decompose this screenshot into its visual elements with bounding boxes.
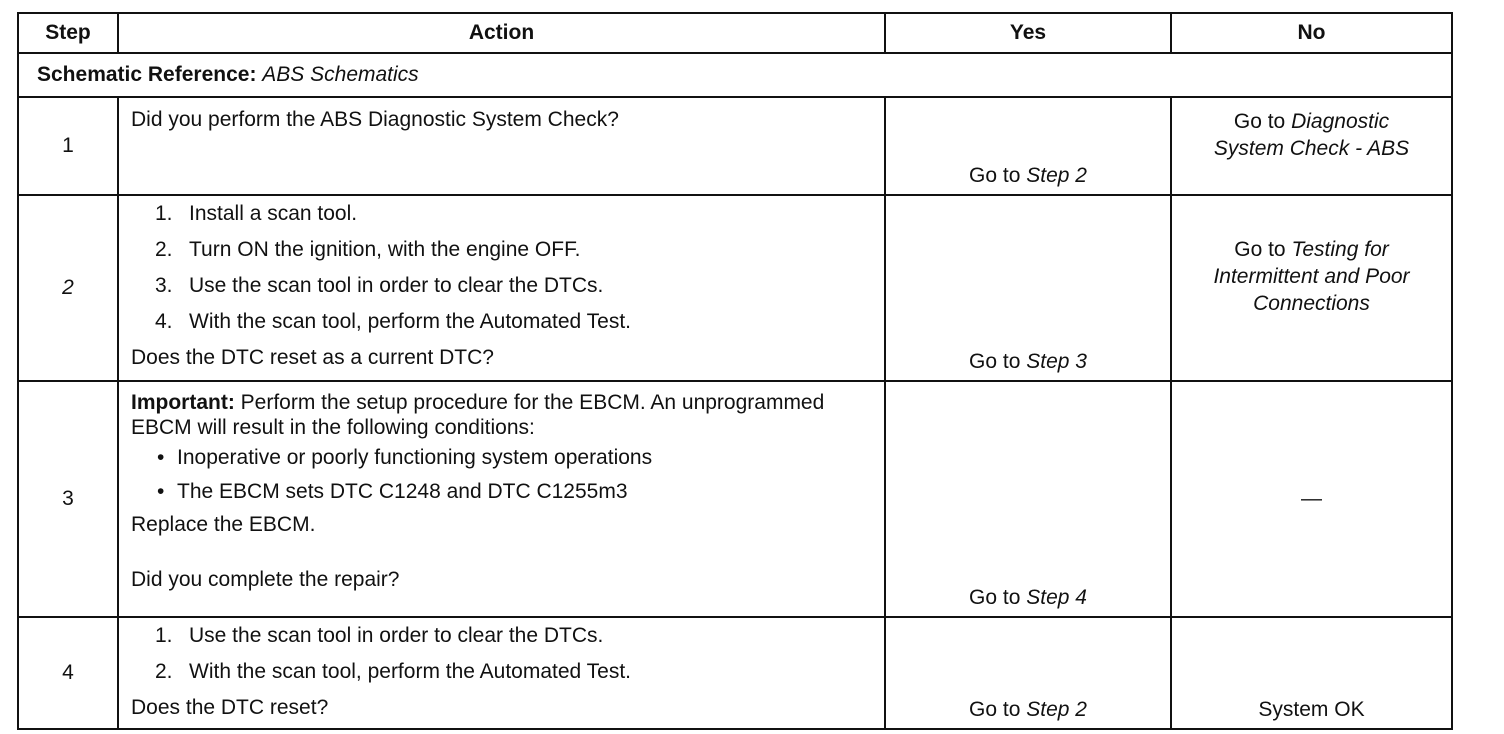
action-instruction: Replace the EBCM. <box>131 513 316 536</box>
yes-step-link[interactable]: Step 2 <box>1026 164 1087 187</box>
action-cell <box>118 381 885 617</box>
list-item: 1. Install a scan tool. <box>155 202 358 225</box>
header-action: Action <box>118 13 885 53</box>
no-cell: — <box>1171 381 1452 617</box>
schematic-row <box>18 53 1452 97</box>
step-number: 3 <box>18 381 118 617</box>
schematic-label: Schematic Reference: <box>37 63 257 86</box>
no-prefix: Go to <box>1233 110 1286 133</box>
header-yes: Yes <box>885 13 1171 53</box>
step-number: 4 <box>18 617 118 729</box>
action-question: Does the DTC reset? <box>131 696 329 719</box>
action-cell <box>118 195 885 381</box>
schematic-link[interactable]: ABS Schematics <box>262 63 419 86</box>
diagnostic-table <box>17 12 1453 730</box>
action-cell <box>118 617 885 729</box>
no-prefix: Go to <box>1234 238 1286 261</box>
no-link[interactable]: Diagnostic <box>1291 110 1390 133</box>
list-item: 1. Use the scan tool in order to clear the DTCs. <box>155 624 604 647</box>
yes-cell <box>885 97 1171 195</box>
no-cell <box>1171 195 1452 381</box>
no-link-cont[interactable]: System Check - ABS <box>1213 137 1410 160</box>
yes-prefix: Go to <box>969 164 1021 187</box>
schematic-reference <box>18 53 1452 97</box>
yes-cell <box>885 381 1171 617</box>
table-row <box>18 617 1452 729</box>
yes-prefix: Go to <box>969 586 1021 609</box>
header-no: No <box>1171 13 1452 53</box>
important-label: Important: <box>131 391 235 414</box>
table-row <box>18 97 1452 195</box>
header-step: Step <box>18 13 118 53</box>
list-item: 2. With the scan tool, perform the Automated Test. <box>155 660 632 683</box>
action-question: Does the DTC reset as a current DTC? <box>131 346 494 369</box>
list-item: • The EBCM sets DTC C1248 and DTC C1255m3 <box>157 480 628 503</box>
important-text: Perform the setup procedure for the EBCM. An unprogrammed EBCM will result in the following conditions: <box>131 391 825 439</box>
action-steps-list <box>131 200 874 336</box>
action-steps-list <box>131 622 874 686</box>
conditions-list <box>131 444 874 506</box>
no-cell <box>1171 97 1452 195</box>
yes-step-link[interactable]: Step 2 <box>1026 698 1087 721</box>
action-question: Did you perform the ABS Diagnostic System Check? <box>131 108 619 131</box>
step-number: 1 <box>18 97 118 195</box>
list-item: 3. Use the scan tool in order to clear the DTCs. <box>155 274 604 297</box>
no-link[interactable]: Testing for <box>1291 238 1389 261</box>
important-note <box>131 390 874 440</box>
step-number: 2 <box>18 195 118 381</box>
yes-step-link[interactable]: Step 3 <box>1026 350 1087 373</box>
action-question: Did you complete the repair? <box>131 568 400 591</box>
action-cell <box>118 97 885 195</box>
table-row <box>18 195 1452 381</box>
list-item: 2. Turn ON the ignition, with the engine OFF. <box>155 238 581 261</box>
no-cell: System OK <box>1171 617 1452 729</box>
no-link-cont[interactable]: Connections <box>1253 292 1370 315</box>
list-item: • Inoperative or poorly functioning system operations <box>157 446 653 469</box>
yes-prefix: Go to <box>969 698 1021 721</box>
yes-prefix: Go to <box>969 350 1021 373</box>
yes-cell <box>885 617 1171 729</box>
no-link-cont[interactable]: Intermittent and Poor <box>1213 265 1410 288</box>
yes-cell <box>885 195 1171 381</box>
table-row <box>18 381 1452 617</box>
list-item: 4. With the scan tool, perform the Automated Test. <box>155 310 632 333</box>
header-row <box>18 13 1452 53</box>
yes-step-link[interactable]: Step 4 <box>1026 586 1087 609</box>
